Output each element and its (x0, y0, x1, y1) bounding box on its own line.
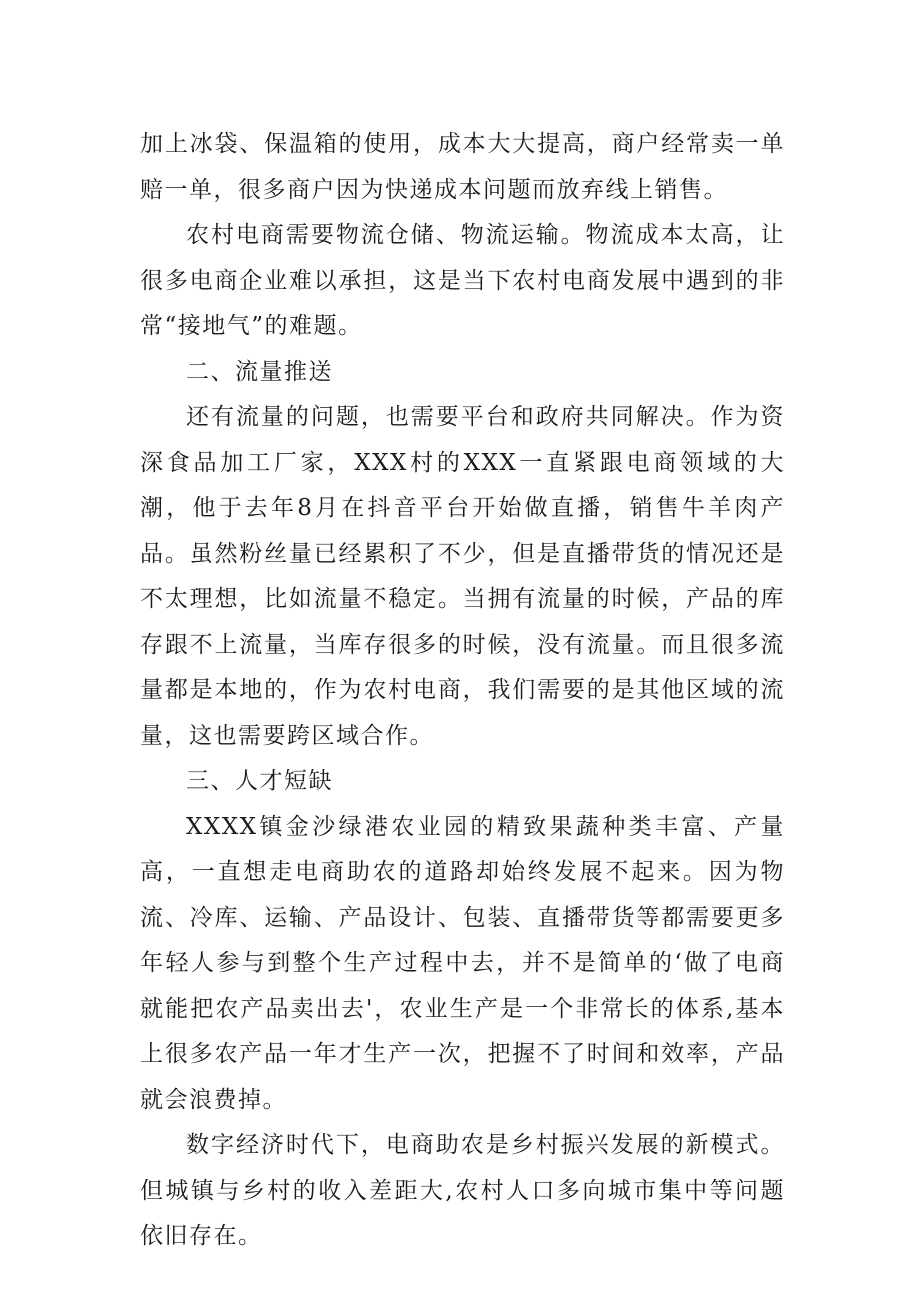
paragraph-logistics: 农村电商需要物流仓储、物流运输。物流成本太高，让很多电商企业难以承担，这是当下农村电商发展中遇到的非常“接地气”的难题。 (140, 222, 785, 339)
paragraph-digital-economy: 数字经济时代下，电商助农是乡村振兴发展的新模式。但城镇与乡村的收入差距大,农村人口多向城市集中等问题依旧存在。 (140, 1132, 785, 1249)
paragraph-courier-cost: 加上冰袋、保温箱的使用，成本大大提高，商户经常卖一单赔一单，很多商户因为快递成本问题而放弃线上销售。 (140, 131, 785, 203)
paragraph-talent: XXXX镇金沙绿港农业园的精致果蔬种类丰富、产量高，一直想走电商助农的道路却始终发展不起来。因为物流、冷库、运输、产品设计、包装、直播带货等都需要更多年轻人参与到整个生产过程中去，并不是简单的‘做了电商就能把农产品卖出去'，农业生产是一个非常长的体系,基本上很多农产品一年才生产一次，把握不了时间和效率，产品就会浪费掉。 (140, 813, 785, 1113)
section-heading-talent: 三、人才短缺 (186, 768, 333, 794)
section-heading-traffic: 二、流量推送 (186, 358, 333, 385)
paragraph-traffic: 还有流量的问题，也需要平台和政府共同解决。作为资深食品加工厂家，XXX村的XXX一直紧跟电商领域的大潮，他于去年8月在抖音平台开始做直播，销售牛羊肉产品。虽然粉丝量已经累积了不少，但是直播带货的情况还是不太理想，比如流量不稳定。当拥有流量的时候，产品的库存跟不上流量，当库存很多的时候，没有流量。而且很多流量都是本地的，作为农村电商，我们需要的是其他区域的流量，这也需要跨区域合作。 (140, 404, 785, 749)
document-body (140, 122, 785, 1260)
